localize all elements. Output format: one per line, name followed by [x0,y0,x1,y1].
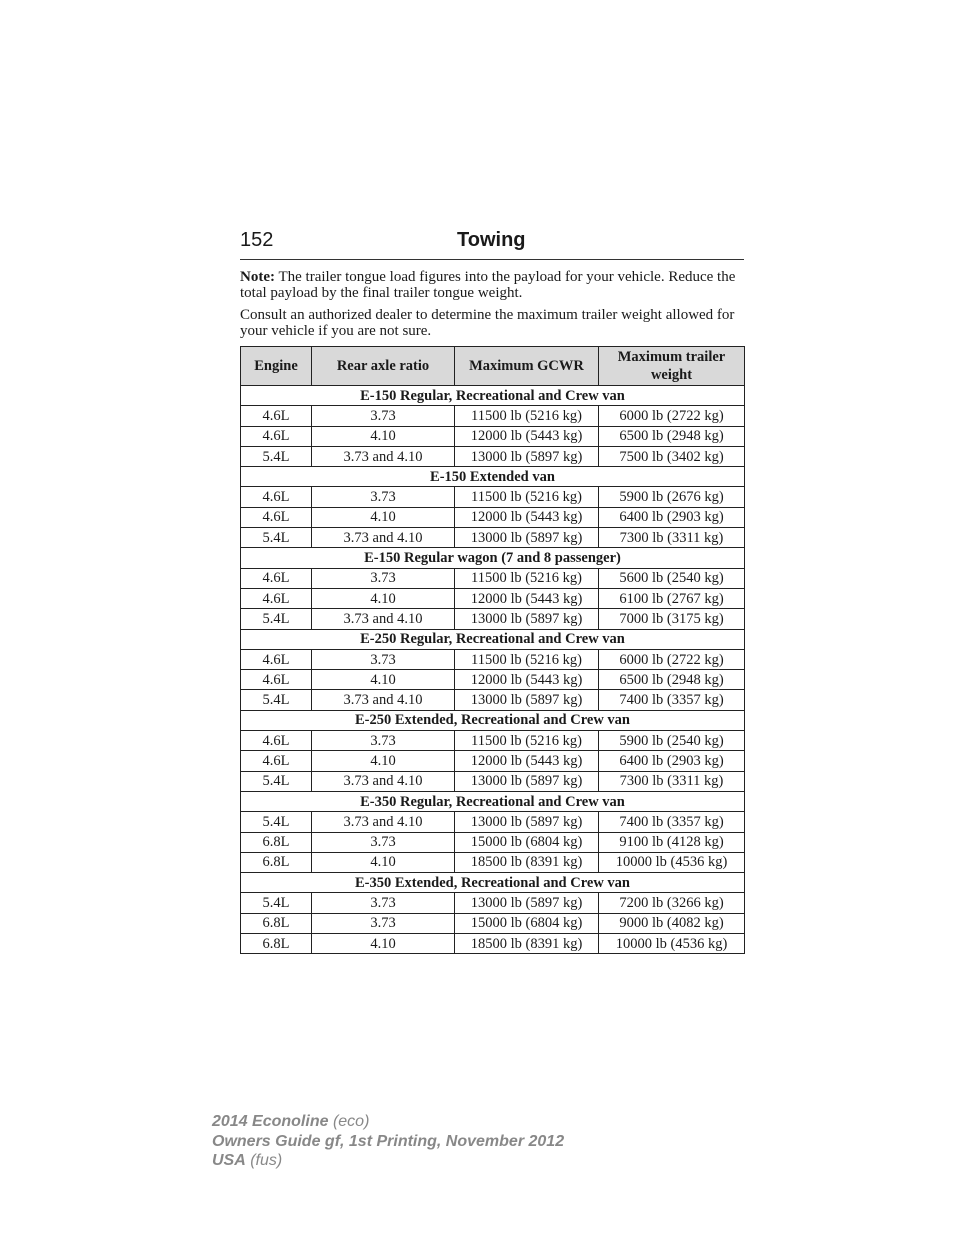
cell-engine: 5.4L [241,893,312,913]
table-header-row [241,347,745,386]
cell-maximum-trailer-weight: 7000 lb (3175 kg) [599,609,745,629]
note-paragraph [240,269,740,301]
table-row [241,852,745,872]
footer-model-code: (eco) [328,1113,370,1130]
cell-rear-axle-ratio: 3.73 [312,568,455,588]
cell-engine: 6.8L [241,934,312,954]
table-row [241,406,745,426]
cell-rear-axle-ratio: 4.10 [312,588,455,608]
cell-maximum-gcwr: 11500 lb (5216 kg) [455,487,599,507]
cell-rear-axle-ratio: 3.73 and 4.10 [312,446,455,466]
table-row [241,690,745,710]
page-number: 152 [240,229,274,251]
cell-engine: 6.8L [241,913,312,933]
cell-maximum-gcwr: 18500 lb (8391 kg) [455,934,599,954]
cell-rear-axle-ratio: 3.73 [312,406,455,426]
section-title: E-150 Regular wagon (7 and 8 passenger) [241,548,745,568]
footer-market-code: (fus) [245,1152,283,1169]
cell-rear-axle-ratio: 4.10 [312,934,455,954]
cell-maximum-trailer-weight: 6000 lb (2722 kg) [599,649,745,669]
table-row [241,609,745,629]
cell-maximum-gcwr: 13000 lb (5897 kg) [455,690,599,710]
table-row [241,934,745,954]
cell-maximum-gcwr: 12000 lb (5443 kg) [455,751,599,771]
section-header-row [241,467,745,487]
cell-maximum-trailer-weight: 7300 lb (3311 kg) [599,771,745,791]
table-row [241,588,745,608]
cell-maximum-gcwr: 11500 lb (5216 kg) [455,568,599,588]
table-row [241,568,745,588]
cell-rear-axle-ratio: 4.10 [312,426,455,446]
cell-maximum-trailer-weight: 6500 lb (2948 kg) [599,426,745,446]
table-row [241,507,745,527]
cell-engine: 5.4L [241,812,312,832]
footer-market-line [212,1151,564,1171]
cell-maximum-gcwr: 11500 lb (5216 kg) [455,731,599,751]
table-row [241,812,745,832]
cell-rear-axle-ratio: 3.73 and 4.10 [312,771,455,791]
cell-maximum-gcwr: 12000 lb (5443 kg) [455,426,599,446]
table-row [241,670,745,690]
table-row [241,446,745,466]
towing-table [240,346,745,954]
cell-rear-axle-ratio: 4.10 [312,852,455,872]
cell-maximum-trailer-weight: 6400 lb (2903 kg) [599,507,745,527]
footer-edition-line [212,1132,564,1152]
cell-engine: 4.6L [241,588,312,608]
cell-maximum-gcwr: 11500 lb (5216 kg) [455,649,599,669]
cell-rear-axle-ratio: 3.73 and 4.10 [312,812,455,832]
table-row [241,832,745,852]
cell-maximum-gcwr: 12000 lb (5443 kg) [455,670,599,690]
section-title: E-350 Regular, Recreational and Crew van [241,791,745,811]
cell-rear-axle-ratio: 3.73 [312,731,455,751]
section-title: E-350 Extended, Recreational and Crew van [241,873,745,893]
cell-maximum-trailer-weight: 7500 lb (3402 kg) [599,446,745,466]
table-row [241,913,745,933]
cell-maximum-trailer-weight: 7400 lb (3357 kg) [599,690,745,710]
table-row [241,731,745,751]
column-header-rear-axle-ratio: Rear axle ratio [312,347,455,386]
cell-rear-axle-ratio: 3.73 and 4.10 [312,690,455,710]
cell-maximum-gcwr: 13000 lb (5897 kg) [455,893,599,913]
table-body [241,386,745,954]
table-row [241,528,745,548]
page-header [240,229,744,260]
section-header-row [241,791,745,811]
cell-engine: 5.4L [241,771,312,791]
cell-maximum-gcwr: 15000 lb (6804 kg) [455,913,599,933]
cell-engine: 4.6L [241,426,312,446]
table-row [241,893,745,913]
column-header-maximum-gcwr: Maximum GCWR [455,347,599,386]
cell-rear-axle-ratio: 3.73 [312,649,455,669]
cell-maximum-trailer-weight: 6000 lb (2722 kg) [599,406,745,426]
table-row [241,487,745,507]
cell-maximum-trailer-weight: 5900 lb (2676 kg) [599,487,745,507]
cell-engine: 4.6L [241,649,312,669]
cell-maximum-trailer-weight: 7200 lb (3266 kg) [599,893,745,913]
cell-maximum-trailer-weight: 5600 lb (2540 kg) [599,568,745,588]
cell-engine: 4.6L [241,670,312,690]
section-title: E-150 Extended van [241,467,745,487]
cell-rear-axle-ratio: 3.73 [312,832,455,852]
footer-market: USA [212,1152,246,1169]
section-title: E-150 Regular, Recreational and Crew van [241,386,745,406]
column-header-maximum-trailer-weight: Maximum trailer weight [599,347,745,386]
cell-engine: 4.6L [241,731,312,751]
cell-engine: 4.6L [241,487,312,507]
cell-maximum-gcwr: 13000 lb (5897 kg) [455,771,599,791]
section-title: E-250 Regular, Recreational and Crew van [241,629,745,649]
table-row [241,771,745,791]
cell-rear-axle-ratio: 3.73 [312,487,455,507]
cell-rear-axle-ratio: 3.73 and 4.10 [312,528,455,548]
cell-rear-axle-ratio: 4.10 [312,670,455,690]
column-header-engine: Engine [241,347,312,386]
table-row [241,426,745,446]
cell-maximum-gcwr: 18500 lb (8391 kg) [455,852,599,872]
section-header-row [241,548,745,568]
cell-engine: 4.6L [241,568,312,588]
chapter-title: Towing [457,229,526,251]
cell-maximum-trailer-weight: 7400 lb (3357 kg) [599,812,745,832]
footer-edition: Owners Guide gf, 1st Printing, November 2012 [212,1132,565,1150]
cell-rear-axle-ratio: 4.10 [312,507,455,527]
cell-maximum-gcwr: 11500 lb (5216 kg) [455,406,599,426]
cell-engine: 5.4L [241,446,312,466]
cell-maximum-gcwr: 12000 lb (5443 kg) [455,507,599,527]
cell-engine: 4.6L [241,751,312,771]
table-row [241,649,745,669]
section-header-row [241,386,745,406]
cell-rear-axle-ratio: 3.73 [312,913,455,933]
cell-rear-axle-ratio: 3.73 [312,893,455,913]
cell-maximum-trailer-weight: 6400 lb (2903 kg) [599,751,745,771]
section-header-row [241,873,745,893]
cell-maximum-trailer-weight: 6500 lb (2948 kg) [599,670,745,690]
cell-maximum-trailer-weight: 7300 lb (3311 kg) [599,528,745,548]
footer-model-line [212,1112,564,1132]
cell-maximum-gcwr: 13000 lb (5897 kg) [455,528,599,548]
note-text: The trailer tongue load figures into the payload for your vehicle. Reduce the total payload by the final trailer tongue weight. [240,269,736,301]
cell-engine: 4.6L [241,406,312,426]
cell-rear-axle-ratio: 4.10 [312,751,455,771]
note-label: Note: [240,269,275,285]
section-title: E-250 Extended, Recreational and Crew van [241,710,745,730]
cell-engine: 5.4L [241,690,312,710]
cell-maximum-gcwr: 12000 lb (5443 kg) [455,588,599,608]
section-header-row [241,629,745,649]
cell-rear-axle-ratio: 3.73 and 4.10 [312,609,455,629]
footer-model: 2014 Econoline [212,1113,329,1130]
cell-engine: 5.4L [241,609,312,629]
page-footer [212,1112,564,1171]
section-header-row [241,710,745,730]
cell-maximum-trailer-weight: 6100 lb (2767 kg) [599,588,745,608]
cell-maximum-gcwr: 15000 lb (6804 kg) [455,832,599,852]
table-row [241,751,745,771]
cell-maximum-trailer-weight: 10000 lb (4536 kg) [599,852,745,872]
cell-maximum-gcwr: 13000 lb (5897 kg) [455,446,599,466]
cell-maximum-gcwr: 13000 lb (5897 kg) [455,812,599,832]
cell-maximum-trailer-weight: 9000 lb (4082 kg) [599,913,745,933]
cell-maximum-trailer-weight: 5900 lb (2540 kg) [599,731,745,751]
cell-engine: 4.6L [241,507,312,527]
cell-maximum-gcwr: 13000 lb (5897 kg) [455,609,599,629]
cell-maximum-trailer-weight: 9100 lb (4128 kg) [599,832,745,852]
consult-paragraph: Consult an authorized dealer to determine the maximum trailer weight allowed for your vehicle if you are not sure. [240,307,735,339]
cell-engine: 6.8L [241,832,312,852]
cell-maximum-trailer-weight: 10000 lb (4536 kg) [599,934,745,954]
cell-engine: 5.4L [241,528,312,548]
cell-engine: 6.8L [241,852,312,872]
